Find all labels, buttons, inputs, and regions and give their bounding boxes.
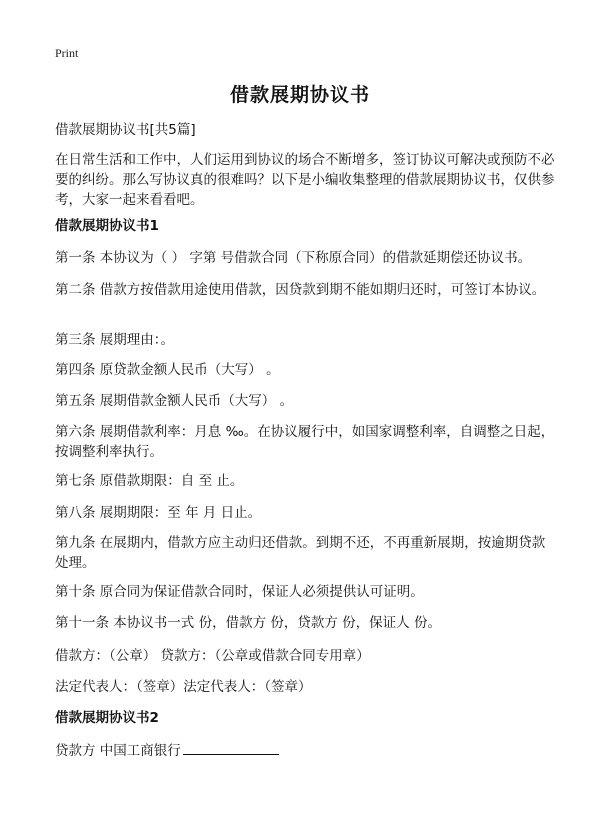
document-subtitle: 借款展期协议书[共5篇] xyxy=(55,122,196,138)
article-11: 第十一条 本协议书一式 份，借款方 份，贷款方 份，保证人 份。 xyxy=(55,615,441,631)
article-8: 第八条 展期期限：至 年 月 日止。 xyxy=(55,505,262,521)
section-heading-2: 借款展期协议书2 xyxy=(55,710,159,726)
article-10: 第十条 原合同为保证借款合同时，保证人必须提供认可证明。 xyxy=(55,584,424,600)
print-label: Print xyxy=(55,46,79,60)
signature-line-representatives: 法定代表人：（签章）法定代表人：（签章） xyxy=(55,679,312,695)
article-9: 第九条 在展期内，借款方应主动归还借款。到期不还，不再重新展期，按逾期贷款处理。 xyxy=(55,535,546,571)
signature-line-parties: 借款方：（公章） 贷款方：（公章或借款合同专用章） xyxy=(55,648,370,664)
article-4: 第四条 原贷款金额人民币（大写） 。 xyxy=(55,362,280,378)
intro-paragraph: 在日常生活和工作中，人们运用到协议的场合不断增多，签订协议可解决或预防不必要的纠纷。那么写协议真的很难吗？以下是小编收集整理的借款展期协议书，仅供参考，大家一起来看看吧。 xyxy=(55,152,555,208)
lender-text: 贷款方 中国工商银行 xyxy=(55,743,181,759)
section-heading-1: 借款展期协议书1 xyxy=(55,218,159,234)
fill-in-blank xyxy=(183,740,279,755)
article-3: 第三条 展期理由：。 xyxy=(55,332,175,348)
page-title: 借款展期协议书 xyxy=(229,84,370,106)
article-7: 第七条 原借款期限：自 至 止。 xyxy=(55,473,244,489)
article-5: 第五条 展期借款金额人民币（大写） 。 xyxy=(55,393,294,409)
article-2: 第二条 借款方按借款用途使用借款，因贷款到期不能如期归还时，可签订本协议。 xyxy=(55,282,546,298)
lender-line xyxy=(55,740,555,761)
article-6: 第六条 展期借款利率：月息 ‰。在协议履行中，如国家调整利率，自调整之日起，按调整利率执行。 xyxy=(55,424,555,460)
article-1: 第一条 本协议为（ ） 字第 号借款合同（下称原合同）的借款延期偿还协议书。 xyxy=(55,250,532,266)
